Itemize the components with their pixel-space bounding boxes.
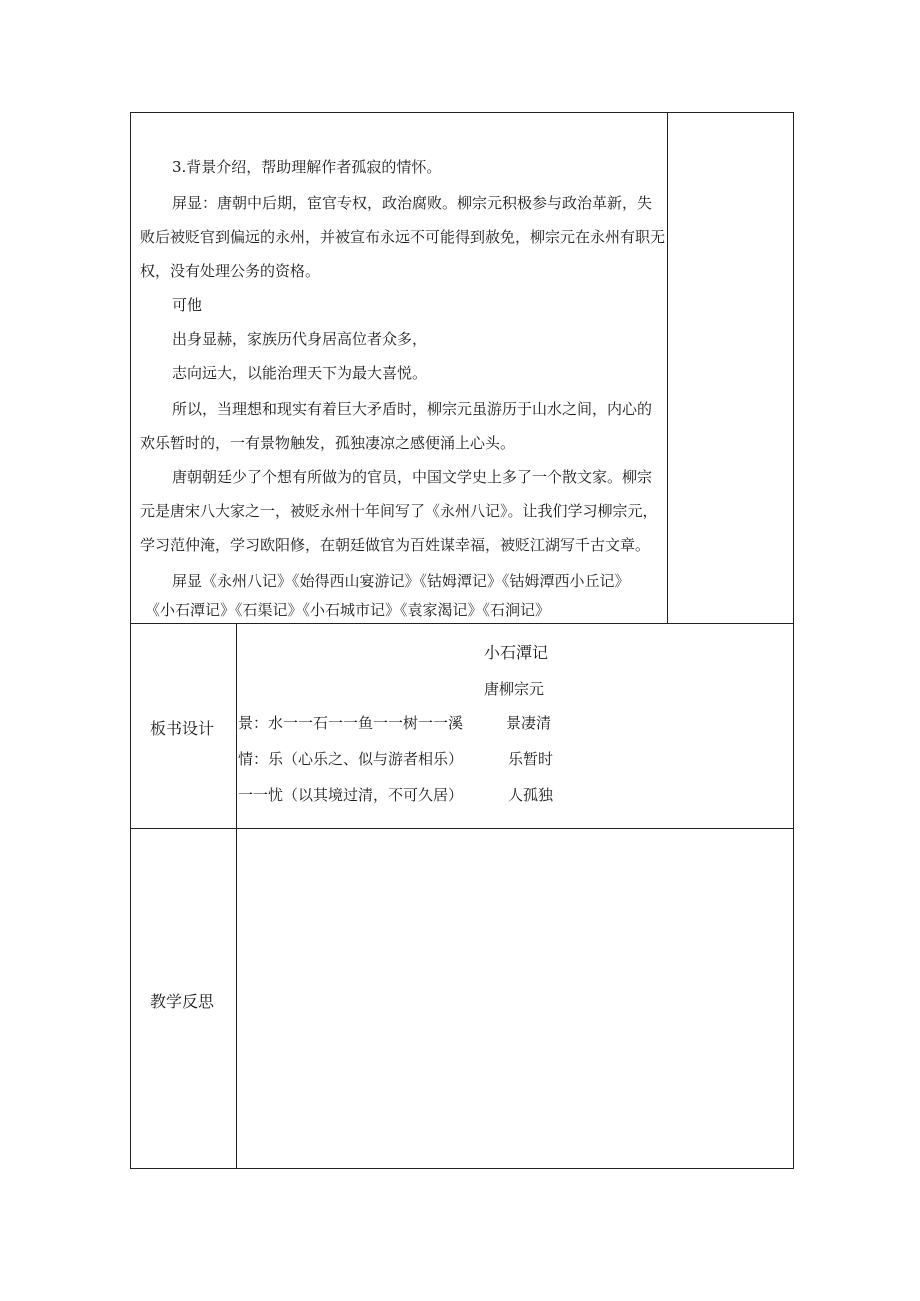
paragraph-line: 唐朝朝廷少了个想有所做为的官员，中国文学史上多了一个散文家。柳宗 (172, 468, 653, 486)
teaching-reflection-label: 教学反思 (150, 992, 215, 1011)
board-row-worry: 一一忧（以其境过清，不可久居） (238, 786, 464, 804)
paragraph-line: 元是唐宋八大家之一，被贬永州十年间写了《永州八记》。让我们学习柳宗元， (140, 502, 658, 520)
board-author: 唐柳宗元 (484, 680, 545, 698)
paragraph-line: 志向远大，以能治理天下为最大喜悦。 (172, 364, 428, 382)
paragraph-line: 所以，当理想和现实有着巨大矛盾时，柳宗元虽游历于山水之间，内心的 (172, 400, 653, 418)
paragraph-line: 屏显：唐朝中后期，宦官专权，政治腐败。柳宗元积极参与政治革新，失 (172, 194, 653, 212)
board-row-emotion-summary: 乐暂时 (508, 750, 554, 768)
paragraph-line: 出身显赫，家族历代身居高位者众多， (172, 330, 428, 348)
board-row-emotion: 情：乐（心乐之、似与游者相乐） (238, 750, 464, 768)
section-heading: 3.背景介绍，帮助理解作者孤寂的情怀。 (172, 158, 442, 176)
paragraph-line: 屏显《永州八记》《始得西山宴游记》《钴姆潭记》《钴姆潭西小丘记》 (172, 572, 630, 590)
column-divider-right (667, 112, 668, 623)
board-row-scene: 景：水一一石一一鱼一一树一一溪 (238, 714, 464, 732)
paragraph-line: 学习范仲淹，学习欧阳修，在朝廷做官为百姓谋幸福，被贬江湖写千古文章。 (140, 536, 651, 554)
paragraph-line: 败后被贬官到偏远的永州，并被宣布永远不可能得到赦免，柳宗元在永州有职无 (140, 228, 666, 246)
paragraph-line: 可他 (172, 296, 203, 314)
board-row-worry-summary: 人孤独 (508, 786, 554, 804)
paragraph-line: 权，没有处理公务的资格。 (140, 262, 321, 280)
board-row-scene-summary: 景凄清 (506, 714, 552, 732)
board-title: 小石潭记 (484, 643, 549, 662)
paragraph-line: 《小石潭记》《石渠记》《小石城市记》《袁家渴记》《石涧记》 (145, 601, 551, 619)
teaching-reflection-cell (237, 829, 793, 1168)
paragraph-line: 欢乐暂时的，一有景物触发，孤独凄凉之感便涌上心头。 (140, 434, 516, 452)
board-design-label: 板书设计 (150, 719, 215, 738)
